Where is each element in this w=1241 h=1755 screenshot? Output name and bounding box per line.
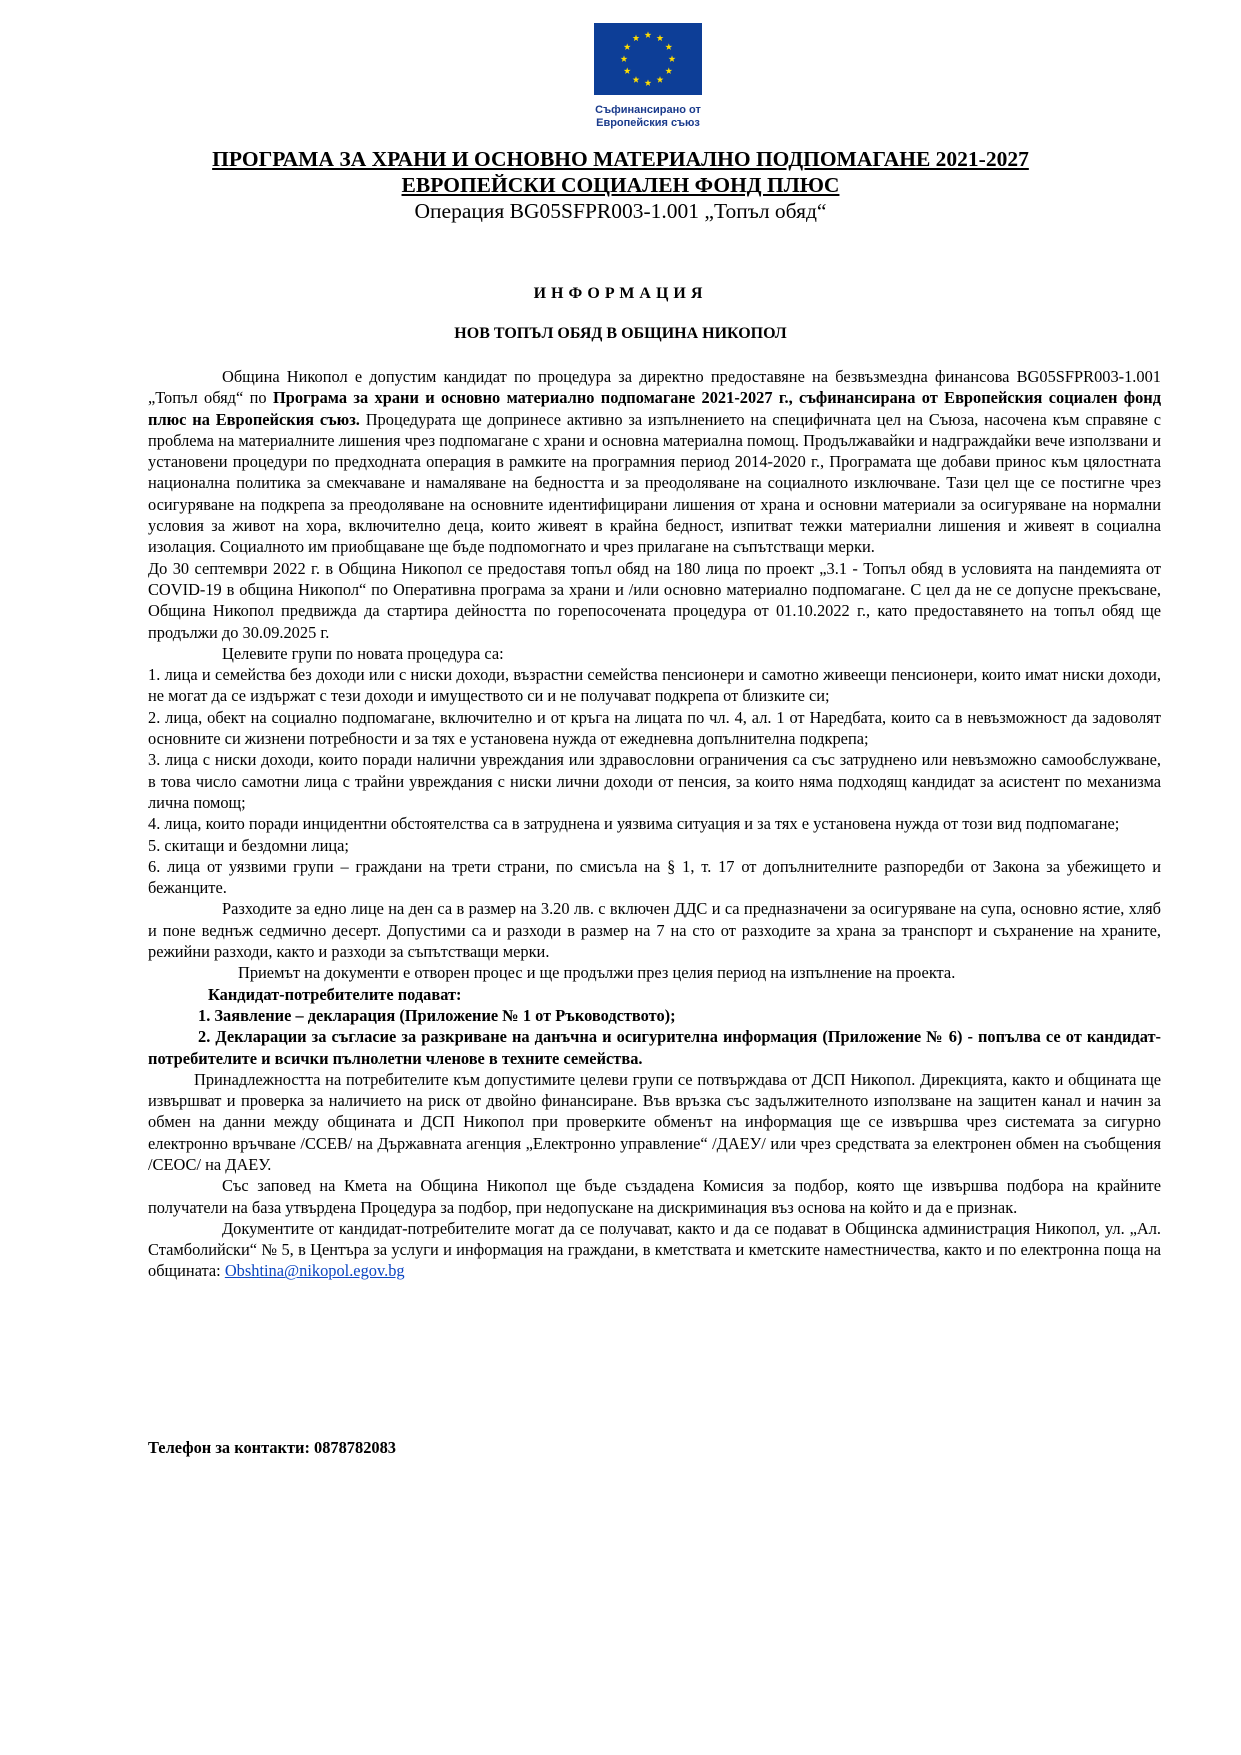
submit-item-1: 1. Заявление – декларация (Приложение № 1 от Ръководството); (198, 1005, 676, 1025)
eu-star (633, 35, 640, 42)
intro-text-1: Община Никопол е допустим кандидат по процедура за директно предоставяне на безвъзмездна финансова BG05SFPR003-1.001 „Топъл обяд“ по (148, 367, 1161, 408)
eu-star (665, 43, 672, 50)
document-subtitle: НОВ ТОПЪЛ ОБЯД В ОБЩИНА НИКОПОЛ (454, 325, 787, 342)
eu-caption-line2: Европейския съюз (596, 117, 700, 129)
eu-star (633, 76, 640, 83)
costs-paragraph: Разходите за едно лице на ден са в размер на 3.20 лв. с включен ДДС и са предназначени за осигуряване на супа, основно ястие, хляб и поне веднъж седмично десерт. Допустими са и разходи в размер на 7 на сто от разходите за храна за транспорт и съхранение на храните, режийни разходи, както и разходи за съпътстващи мерки. (148, 899, 1161, 962)
document-title: ИНФОРМАЦИЯ (533, 285, 708, 302)
eu-cofunded-caption (560, 104, 736, 130)
eu-star (621, 55, 628, 62)
group-item-5: 5. скитащи и бездомни лица; (148, 835, 349, 855)
operation-title: Операция BG05SFPR003-1.001 „Топъл обяд“ (414, 199, 827, 223)
verification-paragraph: Принадлежността на потребителите към допустимите целеви групи се потвърждава от ДСП Никопол. Дирекцията, както и общината ще извършват и проверка за наличието на риск от двойно финансиране. Във връзка със задължителното използване на защитен канал и начин за обмен на данни между общината и ДСП Никопол при проверките обменът на информация ще се извършва чрез системата за сигурно електронно връчване /ССЕВ/ на Държавната агенция „Електронно управление“ /ДАЕУ/ или чрез средствата за електронен обмен на съобщения /СЕОС/ на ДАЕУ. (148, 1069, 1161, 1174)
eu-star (624, 67, 631, 74)
documents-text: Документите от кандидат-потребителите могат да се получават, както и да се подават в Общинска администрация Никопол, ул. „Ал. Стамболийски“ № 5, в Центъра за услуги и информация на граждани, в кметствата и кметските наместничества, както и по електронна поща на общината: (148, 1218, 1161, 1281)
group-item-6: 6. лица от уязвими групи – граждани на трети страни, по смисъла на § 1, т. 17 от допълнителните разпоредби от Закона за убежището и бежанците. (148, 856, 1161, 898)
eu-star (657, 76, 664, 83)
fund-title: ЕВРОПЕЙСКИ СОЦИАЛЕН ФОНД ПЛЮС (401, 173, 840, 197)
program-title: ПРОГРАМА ЗА ХРАНИ И ОСНОВНО МАТЕРИАЛНО ПОДПОМАГАНЕ 2021-2027 (212, 147, 1029, 171)
intro-program-bold: Програма за храни и основно материално подпомагане 2021-2027 г., съфинансирана от Европейския социален фонд плюс на Европейския съюз. (148, 388, 1161, 429)
document-body (148, 366, 1161, 1282)
transition-paragraph: До 30 септември 2022 г. в Община Никопол се предоставя топъл обяд на 180 лица по проект „3.1 - Топъл обяд в условията на пандемията от COVID-19 в община Никопол“ по Оперативна програма за храни и /или основно материално подпомагане. С цел да не се допусне прекъсване, Община Никопол предвижда да стартира дейността по горепосочената процедура от 01.10.2022 г., като предоставянето на топъл обяд ще продължи до 30.09.2025 г. (148, 558, 1161, 642)
group-item-3: 3. лица с ниски доходи, които поради налични увреждания или здравословни ограничения са със затруднено или невъзможно самообслужване, в това число самотни лица с трайни увреждания с ниски лични доходи от пенсия, за които няма подходящ кандидат за асистент по механизма лична помощ; (148, 750, 1161, 812)
email-link[interactable]: Obshtina@nikopol.egov.bg (224, 1261, 405, 1281)
intake-paragraph: Приемът на документи е отворен процес и ще продължи през целия период на изпълнение на проекта. (238, 963, 956, 983)
eu-star (669, 55, 676, 62)
group-item-1: 1. лица и семейства без доходи или с ниски доходи, възрастни семейства пенсионери и самотно живеещи пенсионери, които имат ниски доходи, не могат да се издържат с тези доходи и имуществото си и не получават подкрепа от близките си; (148, 665, 1161, 706)
intro-text-2: Процедурата ще допринесе активно за изпълнението на специфичната цел на Съюза, насочена към справяне с проблема на материалните лишения чрез подпомагане с храни и основна материална помощ. Продължавайки и надграждайки вече използвани и установени процедури по предходната операция в рамките на програмния период 2014-2020 г., Програмата ще добави принос към цялостната национална политика за смекчаване и намаляване на бедността и за преодоляване на социалното изключване. Тази цел ще се постигне чрез осигуряване на подкрепа за преодоляване на основните идентифицирани лишения от храна и основни материали за осигуряване на нормални условия за живот на хора, включително деца, които живеят в крайна бедност, изпитват тежки материални лишения и живеят в социална изолация. Социалното им приобщаване ще бъде подпомогнато и чрез прилагане на съпътстващи мерки. (148, 409, 1161, 557)
commission-paragraph: Със заповед на Кмета на Община Никопол ще бъде създадена Комисия за подбор, която ще извършва подбора на крайните получатели на база утвърдена Процедура за подбор, при недопускане на дискриминация въз основа на който и да е признак. (148, 1176, 1161, 1217)
submit-heading: Кандидат-потребителите подават: (208, 984, 462, 1004)
documents-paragraph (148, 1218, 1161, 1282)
eu-star (645, 79, 652, 86)
eu-star (665, 67, 672, 74)
eu-flag-logo (594, 23, 702, 95)
eu-star (624, 43, 631, 50)
group-item-2: 2. лица, обект на социално подпомагане, включително и от кръга на лицата по чл. 4, ал. 1 от Наредбата, които са в невъзможност да задоволят основните си жизнени потребности и за тях е установена нужда от ежедневна допълнителна подкрепа; (148, 707, 1161, 749)
group-item-4: 4. лица, които поради инцидентни обстоятелства са в затруднена и уязвима ситуация и за тях е установена нужда от този вид подпомагане; (148, 814, 1120, 834)
groups-heading: Целевите групи по новата процедура са: (222, 643, 504, 663)
eu-star (645, 31, 652, 38)
eu-caption-line1: Съфинансирано от (595, 104, 701, 116)
contact-phone: Телефон за контакти: 0878782083 (148, 1438, 396, 1457)
intro-paragraph (148, 366, 1161, 558)
eu-star (657, 35, 664, 42)
submit-item-2: 2. Декларации за съгласие за разкриване на данъчна и осигурителна информация (Приложение № 6) - попълва се от кандидат-потребителите и всички пълнолетни членове в техните семейства. (148, 1027, 1161, 1068)
